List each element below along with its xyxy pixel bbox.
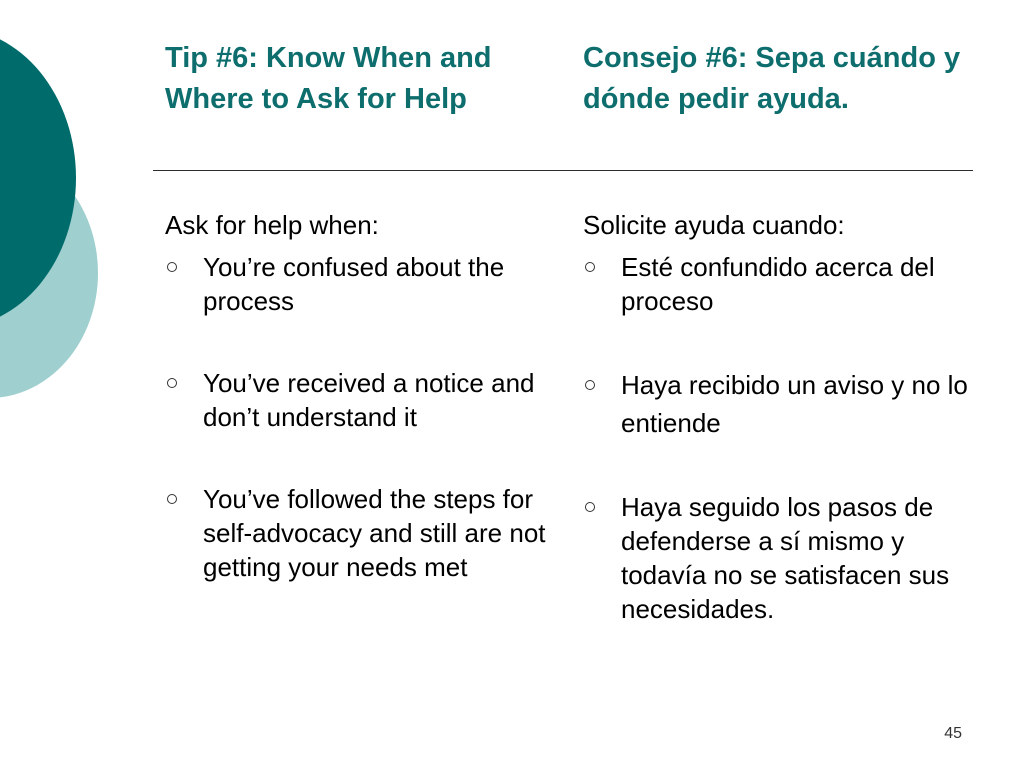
list-item-text: You’ve received a notice and don’t understand it [203, 368, 535, 432]
hollow-bullet-icon [167, 262, 177, 272]
english-column [165, 208, 555, 632]
title-spanish: Consejo #6: Sepa cuándo y dónde pedir ayuda. [583, 42, 961, 115]
spanish-lead: Solicite ayuda cuando: [583, 210, 845, 240]
list-item-text: You’re confused about the process [203, 252, 505, 316]
list-item [583, 366, 973, 442]
english-bullet-list [165, 250, 555, 584]
list-item-text: You’ve followed the steps for self-advocacy and still are not getting your needs met [203, 484, 546, 582]
list-item [583, 250, 973, 318]
hollow-bullet-icon [585, 262, 595, 272]
english-lead: Ask for help when: [165, 210, 379, 240]
hollow-bullet-icon [585, 380, 595, 390]
list-item-text: Haya recibido un aviso y no lo entiende [621, 370, 968, 438]
hollow-bullet-icon [585, 502, 595, 512]
spanish-column [583, 208, 973, 674]
list-item [165, 482, 555, 584]
list-item [165, 366, 555, 434]
spanish-bullet-list [583, 250, 973, 626]
hollow-bullet-icon [167, 494, 177, 504]
title-divider [153, 170, 973, 171]
list-item [583, 490, 973, 626]
title-english: Tip #6: Know When and Where to Ask for Help [165, 42, 492, 115]
list-item-text: Esté confundido acerca del proceso [621, 252, 935, 316]
list-item [165, 250, 555, 318]
list-item-text: Haya seguido los pasos de defenderse a sí mismo y todavía no se satisfacen sus necesidades. [621, 492, 950, 624]
hollow-bullet-icon [167, 378, 177, 388]
page-number: 45 [944, 725, 962, 742]
